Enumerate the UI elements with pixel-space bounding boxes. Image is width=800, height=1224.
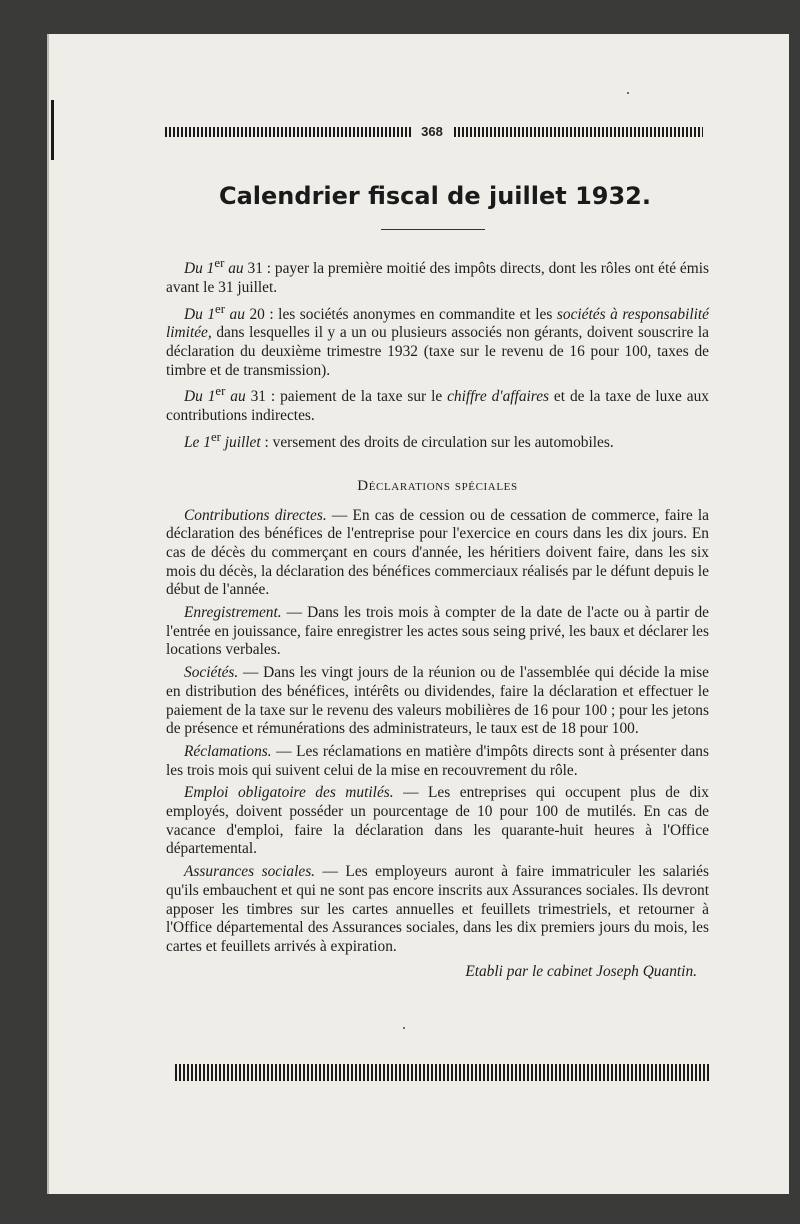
intro-paragraph: Du 1er au 31 : paiement de la taxe sur le chiffre d'affaires et de la taxe de luxe aux contributions indirectes. — [166, 384, 709, 425]
page-number: 368 — [421, 124, 443, 139]
header-rule-left — [165, 127, 411, 137]
section-heading: Déclarations spéciales — [357, 477, 518, 494]
speck — [627, 92, 629, 94]
title-underline — [381, 229, 485, 230]
signature: Etabli par le cabinet Joseph Quantin. — [465, 962, 697, 980]
section-paragraph: Contributions directes. — En cas de cession ou de cessation de commerce, faire la déclaration des bénéfices de l'entreprise pour l'exercice en cours dans les dix jours. En cas de décès du commerçant en cours d'année, les héritiers doivent faire, dans les six mois du décès, la déclaration des bénéfices commerciaux réalisés par le défunt depuis le début de l'année. — [166, 506, 709, 599]
footer-rule — [175, 1064, 711, 1081]
article-body — [166, 254, 709, 981]
page-title: Calendrier fiscal de juillet 1932. — [218, 182, 651, 210]
intro-paragraph: Du 1er au 31 : payer la première moitié des impôts directs, dont les rôles ont été émis avant le 31 juillet. — [166, 256, 709, 296]
section-paragraph: Sociétés. — Dans les vingt jours de la réunion ou de l'assemblée qui décide la mise en distribution des bénéfices, intérêts ou dividendes, faire la déclaration et effectuer le paiement de la taxe sur le revenu des valeurs mobilières de 16 pour 100 ; pour les jetons de présence et rémunérations des administrateurs, le taux est de 18 pour 100. — [166, 664, 709, 738]
intro-paragraph: Du 1er au 20 : les sociétés anonymes en commandite et les sociétés à responsabilité limitée, dans lesquelles il y a un ou plusieurs associés non gérants, doivent souscrire la déclaration du deuxième trimestre 1932 (taxe sur le revenu de 16 pour 100, taxes de timbre et de transmission). — [166, 301, 709, 379]
binding-mark — [51, 100, 54, 160]
section-paragraph: Assurances sociales. — Les employeurs auront à faire immatriculer les salariés qu'ils embauchent et qui ne sont pas encore inscrits aux Assurances sociales. Ils devront apposer les timbres sur les cartes annuelles et feuillets trimestriels, et retourner à l'Office départemental des Assurances sociales, dans les dix premiers jours du mois, les cartes et feuillets arrivés à expiration. — [166, 863, 709, 955]
speck — [403, 1027, 405, 1029]
section-paragraph: Enregistrement. — Dans les trois mois à compter de la date de l'acte ou à partir de l'entrée en jouissance, faire enregistrer les actes sous seing privé, les baux et déclarer les locations verbales. — [166, 604, 709, 659]
section-paragraph: Emploi obligatoire des mutilés. — Les entreprises qui occupent plus de dix employés, doivent posséder un pourcentage de 10 pour 100 de mutilés. En cas de vacance d'emploi, faire la déclaration dans les quarante-huit heures à l'Office départemental. — [166, 784, 709, 858]
section-paragraph: Réclamations. — Les réclamations en matière d'impôts directs sont à présenter dans les trois mois qui suivent celui de la mise en recouvrement du rôle. — [166, 742, 709, 779]
header-rule-right — [454, 127, 703, 137]
intro-paragraph: Le 1er juillet : versement des droits de circulation sur les automobiles. — [184, 430, 614, 452]
